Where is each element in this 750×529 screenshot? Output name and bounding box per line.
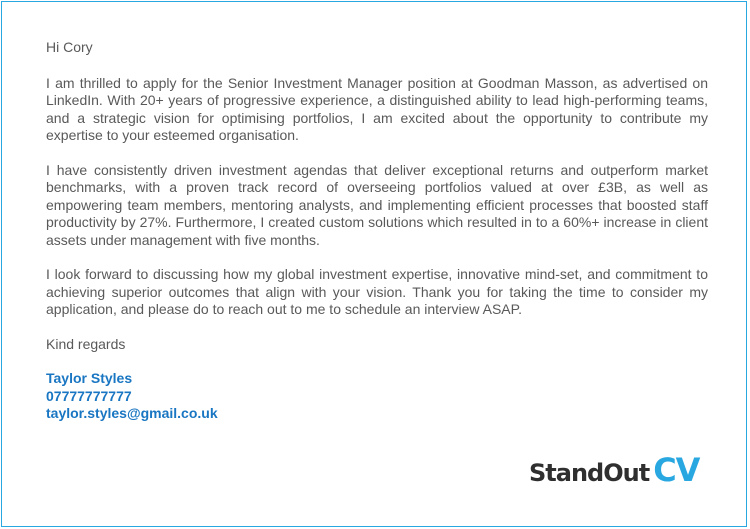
letter-paragraph-intro: I am thrilled to apply for the Senior Investment Manager position at Goodman Masson, as advertised on LinkedIn. With 20+ years of progressive experience, a distinguished ability to lead high-performing teams, and a strategic vision for optimising portfolios, I am excited about the opportunity to contribute my expertise to your esteemed organisation. [46, 74, 708, 143]
standout-cv-logo [529, 451, 699, 489]
logo-text-standout: StandOut [529, 459, 650, 487]
letter-sign-off: Kind regards [46, 335, 126, 352]
signature-email: taylor.styles@gmail.co.uk [46, 405, 218, 421]
signature-phone: 07777777777 [46, 387, 132, 404]
signature-block [46, 370, 708, 423]
letter-greeting: Hi Cory [46, 39, 93, 55]
cover-letter-body [46, 39, 708, 423]
letter-paragraph-achievements: I have consistently driven investment agendas that deliver exceptional returns and outperform market benchmarks, with a proven track record of overseeing portfolios valued at over £3B, as well as empowering team members, mentoring analysts, and implementing efficient processes that boosted staff productivity by 27%. Furthermore, I created custom solutions which resulted in to a 60%+ increase in client assets under management with five months. [46, 161, 708, 248]
signature-name: Taylor Styles [46, 370, 133, 386]
letter-paragraph-closing: I look forward to discussing how my global investment expertise, innovative mind-set, and commitment to achieving superior outcomes that align with your vision. Thank you for taking the time to consider my application, and please do to reach out to me to schedule an interview ASAP. [46, 266, 708, 317]
logo-text-cv: CV [653, 451, 700, 489]
